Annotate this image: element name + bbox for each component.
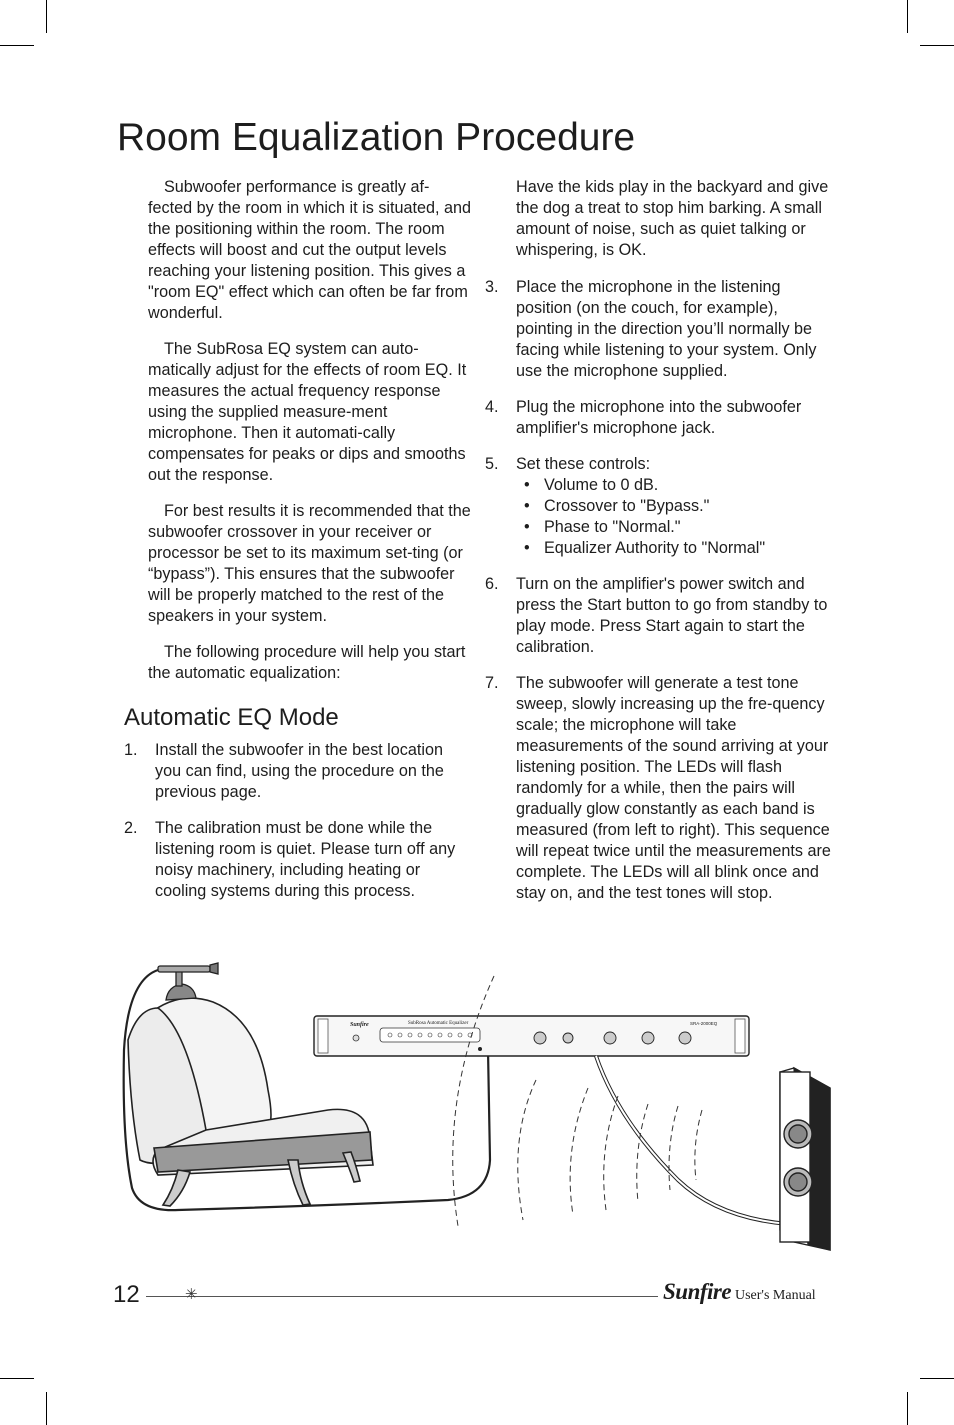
step-number: 1. (124, 741, 138, 759)
setup-illustration (118, 960, 834, 1252)
crop-mark (0, 45, 34, 46)
manual-label: User's Manual (735, 1288, 816, 1303)
bullet-item (516, 475, 833, 496)
crop-mark (907, 1392, 908, 1425)
power-button (353, 1035, 359, 1041)
section-heading: Automatic EQ Mode (124, 704, 339, 731)
subwoofer-illustration (780, 1068, 830, 1250)
step-item (124, 818, 472, 902)
bullet-text: Equalizer Authority to "Normal" (544, 539, 766, 557)
step-item (124, 740, 472, 803)
panel-brand: Sunfire (350, 1022, 369, 1028)
crop-mark (46, 1392, 47, 1425)
led-indicators (388, 1033, 472, 1037)
step-continuation (485, 177, 833, 261)
intro-column (148, 177, 472, 699)
page-number: 12 (113, 1281, 140, 1308)
step-number: 7. (485, 674, 499, 692)
step-item (485, 574, 833, 658)
bullet-item (516, 538, 833, 559)
page-title: Room Equalization Procedure (117, 116, 636, 159)
step-item (485, 673, 833, 904)
step-item (485, 277, 833, 382)
steps-column (485, 177, 833, 919)
step-item (485, 397, 833, 439)
footer-rule (146, 1296, 658, 1297)
step-text: Have the kids play in the backyard and give the dog a treat to stop him barking. A small amount of noise, such as quiet talking or whispering, is OK. (516, 178, 829, 259)
crop-mark (46, 0, 47, 33)
bullet-text: Volume to 0 dB. (544, 476, 659, 494)
panel-title: SubRosa Automatic Equalizer (408, 1021, 469, 1026)
bullet-item (516, 517, 833, 538)
step-number: 2. (124, 819, 138, 837)
bullet-glyph: • (524, 539, 530, 557)
step-text: Plug the microphone into the subwoofer amplifier's microphone jack. (516, 398, 802, 437)
step-number: 4. (485, 398, 499, 416)
step-text: Place the microphone in the listening position (on the couch, for example), pointing in the direction you’ll normally be facing while listening to your system. Only use the microphone supplied. (516, 278, 817, 380)
bullet-glyph: • (524, 497, 530, 515)
bullet-item (516, 496, 833, 517)
intro-paragraph: Subwoofer performance is greatly af-fected by the room in which it is situated, and the positioning within the room. The room effects will boost and cut the output levels reaching your listening position. This gives a "room EQ" effect which can often be far from wonderful. (148, 178, 472, 322)
step-text: Install the subwoofer in the best location you can find, using the procedure on the previous page. (155, 741, 444, 801)
step-text: The calibration must be done while the listening room is quiet. Please turn off any noisy machinery, including heating or cooling systems during this process. (155, 819, 456, 900)
microphone-icon (158, 963, 218, 1000)
bullet-glyph: • (524, 476, 530, 494)
steps-list-left (124, 740, 472, 917)
step-number: 6. (485, 575, 499, 593)
bullet-text: Phase to "Normal." (544, 518, 681, 536)
bullet-glyph: • (524, 518, 530, 536)
steps-list-right (485, 277, 833, 904)
panel-model: SRA-2000EQ (690, 1021, 718, 1026)
bullet-text: Crossover to "Bypass." (544, 497, 710, 515)
intro-paragraph: The SubRosa EQ system can auto-matically adjust for the effects of room EQ. It measures the actual frequency response using the supplied measure-ment microphone. Then it automati-cally compensates for peaks or dips and smooths out the response. (148, 340, 467, 484)
crop-mark (907, 0, 908, 33)
crop-mark (920, 45, 954, 46)
step-item (485, 454, 833, 559)
step-text: The subwoofer will generate a test tone sweep, slowly increasing up the fre-quency scale; the microphone will take measurements of the sound arriving at your listening position. The LEDs will flash randomly for a while, then the pairs will gradually glow constantly as each band is measured (from left to right). This sequence will repeat twice until the measurements are complete. The LEDs will all blink once and stay on, and the test tones will stop. (516, 674, 831, 902)
step-number: 5. (485, 455, 499, 473)
step-number: 3. (485, 278, 499, 296)
step-text: Set these controls: (516, 455, 651, 473)
crop-mark (0, 1378, 34, 1379)
control-settings-list (516, 475, 833, 559)
brand-logo: Sunfire (663, 1279, 732, 1304)
sound-waves (453, 976, 702, 1226)
intro-paragraph: The following procedure will help you start the automatic equalization: (148, 643, 466, 682)
crop-mark (920, 1378, 954, 1379)
equalizer-unit (314, 1016, 749, 1056)
intro-paragraph: For best results it is recommended that the subwoofer crossover in your receiver or processor be set to its maximum set-ting (or “bypass”). This ensures that the subwoofer will be properly matched to the rest of the speakers in your system. (148, 502, 471, 625)
mic-jack (478, 1047, 482, 1051)
step-text: Turn on the amplifier's power switch and press the Start button to go from standby to play mode. Press Start again to start the calibration. (516, 575, 828, 656)
footer-star-icon: ✳ (185, 1286, 198, 1303)
